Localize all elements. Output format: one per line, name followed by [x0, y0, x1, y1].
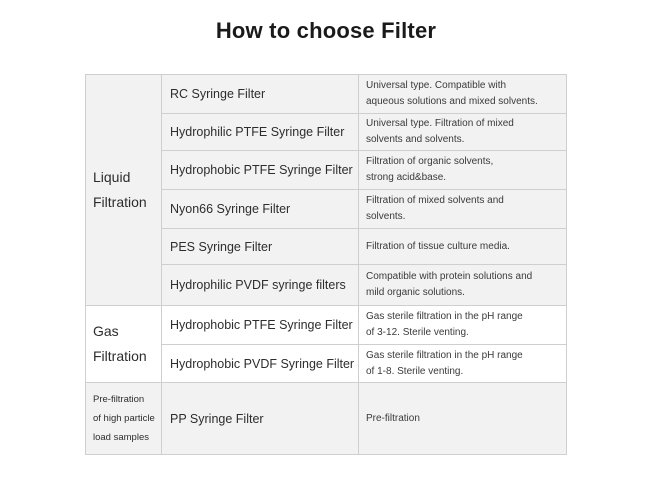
filter-name: Hydrophilic PVDF syringe filters	[162, 265, 359, 306]
description-line: Compatible with protein solutions and	[366, 271, 533, 282]
filter-name: Hydrophilic PTFE Syringe Filter	[162, 114, 359, 151]
filter-name: Hydrophobic PTFE Syringe Filter	[162, 306, 359, 345]
filter-description	[359, 75, 567, 114]
filter-name: Hydrophobic PTFE Syringe Filter	[162, 151, 359, 190]
category-cell-gas	[86, 306, 162, 383]
filter-description	[359, 151, 567, 190]
filter-description	[359, 345, 567, 383]
description-line: Filtration of organic solvents,	[366, 156, 494, 167]
filter-description	[359, 229, 567, 265]
filter-description	[359, 306, 567, 345]
category-label-line: Pre-filtration	[93, 394, 145, 405]
filter-description	[359, 265, 567, 306]
filter-name: Nyon66 Syringe Filter	[162, 190, 359, 229]
filter-name: Hydrophobic PVDF Syringe Filter	[162, 345, 359, 383]
category-label-line: Liquid	[93, 169, 131, 185]
description-line: of 1-8. Sterile venting.	[366, 365, 464, 377]
filter-description	[359, 190, 567, 229]
description-line: strong acid&base.	[366, 172, 447, 183]
description-line: of 3-12. Sterile venting.	[366, 327, 469, 338]
description-line: aqueous solutions and mixed solvents.	[366, 96, 538, 107]
filter-selection-table	[85, 74, 567, 455]
description-line: Gas sterile filtration in the pH range	[366, 349, 523, 361]
description-line: Universal type. Filtration of mixed	[366, 118, 514, 129]
filter-description	[359, 383, 567, 455]
filter-description	[359, 114, 567, 151]
filter-name: PES Syringe Filter	[162, 229, 359, 265]
page-title: How to choose Filter	[215, 18, 437, 43]
description-line: solvents and solvents.	[366, 134, 465, 145]
description-line: Pre-filtration	[366, 412, 420, 424]
category-label-line: Filtration	[93, 348, 147, 364]
description-line: Universal type. Compatible with	[366, 80, 507, 91]
table-row	[86, 75, 567, 114]
filter-name: RC Syringe Filter	[162, 75, 359, 114]
category-label-line: Filtration	[93, 194, 147, 210]
category-label-line: load samples	[93, 432, 149, 443]
category-label-line: Gas	[93, 323, 119, 339]
category-cell-prefiltration	[86, 383, 162, 455]
description-line: Filtration of mixed solvents and	[366, 195, 504, 206]
filter-name: PP Syringe Filter	[162, 383, 359, 455]
category-label-line: of high particle	[93, 413, 155, 424]
description-line: Filtration of tissue culture media.	[366, 240, 510, 252]
table-row	[86, 383, 567, 455]
description-line: Gas sterile filtration in the pH range	[366, 311, 523, 322]
table-row	[86, 306, 567, 345]
category-cell-liquid	[86, 75, 162, 306]
description-line: mild organic solutions.	[366, 287, 465, 298]
description-line: solvents.	[366, 211, 406, 222]
